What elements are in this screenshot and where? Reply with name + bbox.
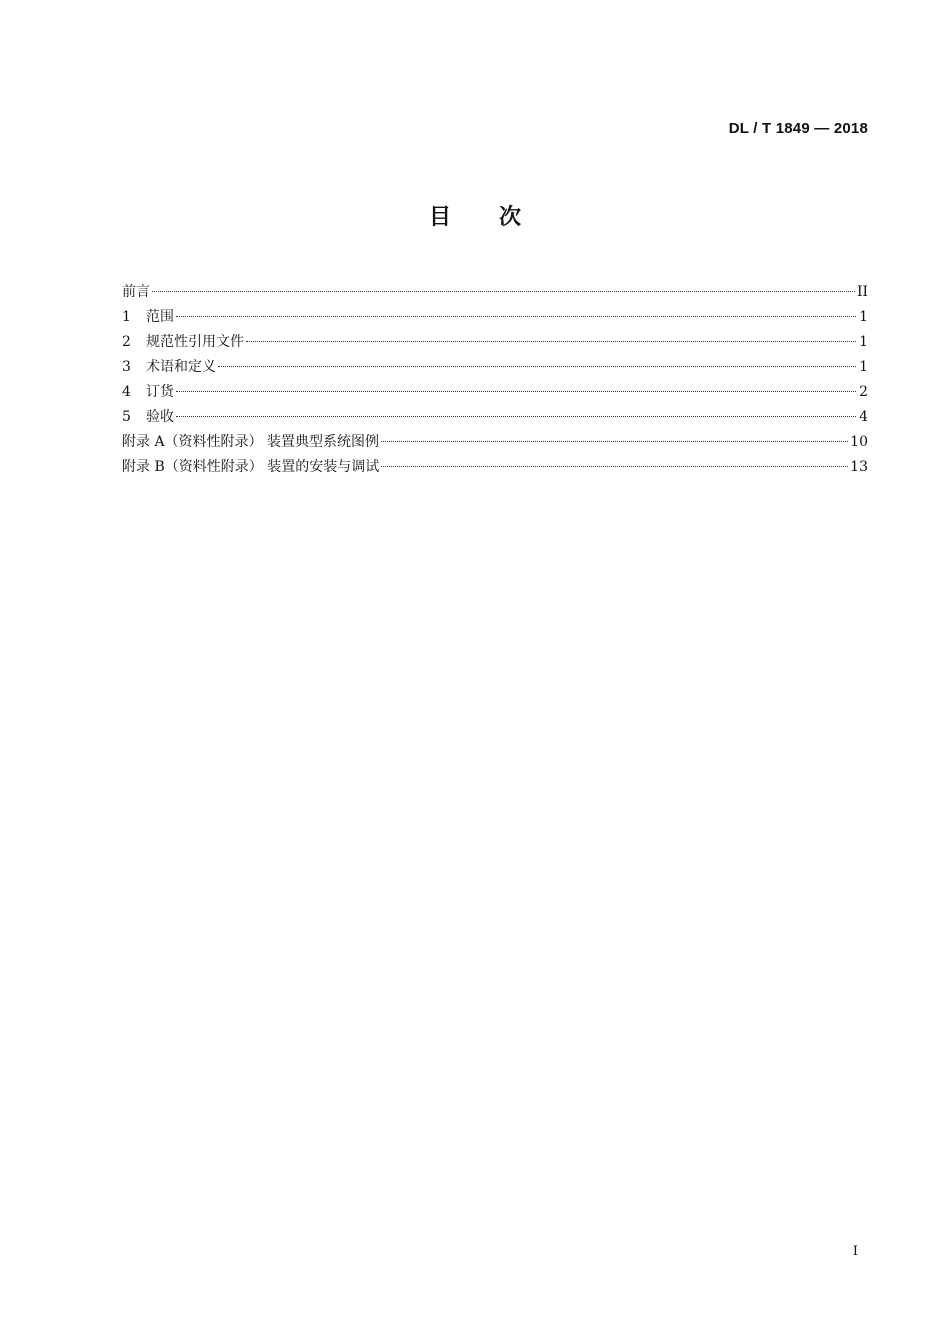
toc-entry-label: 前言 [122,284,150,300]
toc-entry-label [122,305,174,330]
toc-entry-acceptance[interactable] [122,405,868,430]
toc-leader-dots [381,441,848,442]
toc-entry-label [122,380,174,405]
toc-entry-label [122,330,244,355]
toc-entry-text: 范围 [146,309,174,325]
toc-entry-text: 术语和定义 [146,359,216,375]
page-number: I [852,1244,858,1259]
toc-entry-page: 10 [850,434,868,450]
toc-entry-label: 附录 A（资料性附录） 装置典型系统图例 [122,434,380,450]
toc-entry-appendix-b[interactable] [122,455,868,480]
toc-entry-number: 1 [122,309,131,325]
toc-entry-page: 13 [850,459,868,475]
toc-entry-label [122,405,174,430]
toc-leader-dots [218,366,856,367]
toc-leader-dots [152,291,855,292]
toc-entry-page: 4 [859,409,868,425]
toc-entry-normative-references[interactable] [122,330,868,355]
standard-code: DL / T 1849 — 2018 [728,120,868,137]
toc-entry-label: 附录 B（资料性附录） 装置的安装与调试 [122,459,380,475]
toc-entry-number: 2 [122,334,131,350]
toc-entry-text: 验收 [146,409,174,425]
toc-entry-scope[interactable] [122,305,868,330]
toc-entry-text: 规范性引用文件 [146,334,244,350]
toc-entry-page: 1 [859,359,868,375]
toc-leader-dots [176,416,856,417]
toc-entry-number: 3 [122,359,131,375]
toc-entry-label [122,355,216,380]
toc-leader-dots [246,341,856,342]
toc-entry-page: 1 [859,309,868,325]
page-title: 目次 [428,204,569,230]
toc-entry-page: 2 [859,384,868,400]
toc-entry-page: II [856,284,868,300]
toc-entry-number: 4 [122,384,131,400]
toc-leader-dots [381,466,848,467]
toc-entry-text: 订货 [146,384,174,400]
toc-entry-page: 1 [859,334,868,350]
toc-entry-appendix-a[interactable] [122,430,868,455]
toc-leader-dots [176,316,856,317]
toc-entry-number: 5 [122,409,131,425]
toc-entry-foreword[interactable] [122,280,868,305]
table-of-contents [122,280,868,480]
toc-leader-dots [176,391,856,392]
toc-entry-ordering[interactable] [122,380,868,405]
toc-entry-terms-definitions[interactable] [122,355,868,380]
